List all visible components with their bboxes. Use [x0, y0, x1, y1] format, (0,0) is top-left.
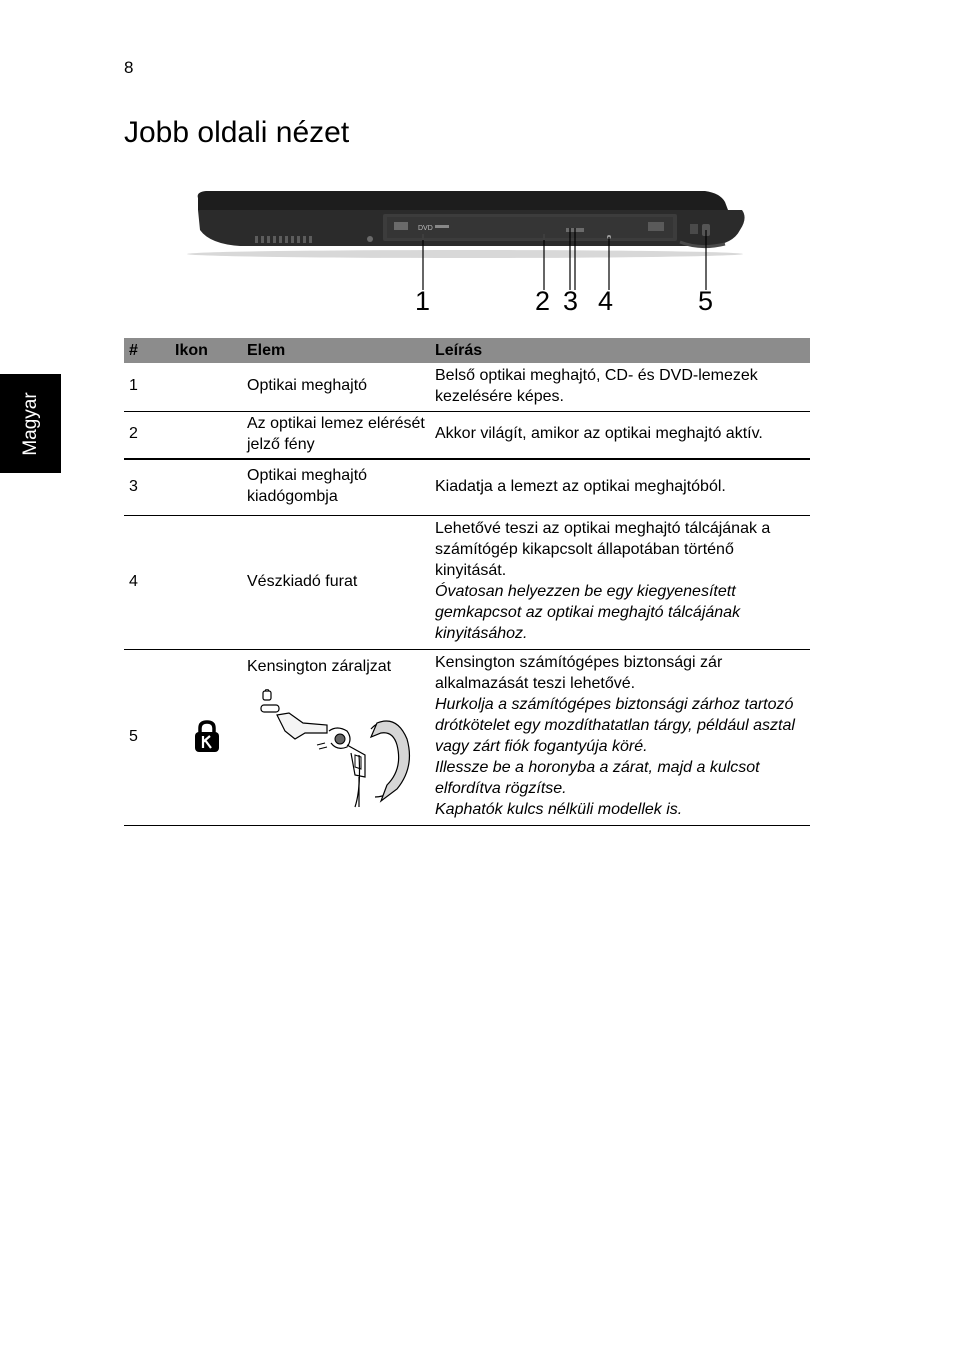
- row-number: 2: [124, 411, 170, 459]
- row-element: Az optikai lemez elérését jelző fény: [242, 411, 430, 459]
- row-number: 3: [124, 459, 170, 515]
- svg-text:DVD: DVD: [418, 225, 433, 232]
- callout-3: 3: [563, 286, 579, 316]
- page-number: 8: [124, 58, 134, 77]
- callout-1: 1: [415, 286, 431, 316]
- row-description: Belső optikai meghajtó, CD- és DVD-lemezek kezelésére képes.: [430, 363, 810, 411]
- table-row: [124, 649, 810, 825]
- header-element: Elem: [242, 338, 430, 363]
- row-element: Vészkiadó furat: [242, 515, 430, 649]
- figure-callouts: [0, 286, 954, 326]
- page-title: Jobb oldali nézet: [124, 116, 350, 149]
- row-number: 1: [124, 363, 170, 411]
- header-description: Leírás: [430, 338, 810, 363]
- row-element: Optikai meghajtó: [242, 363, 430, 411]
- element-label: Kensington záraljzat: [247, 657, 392, 675]
- laptop-right-side-illustration: [180, 188, 760, 268]
- table-row: [124, 515, 810, 649]
- description-note: Hurkolja a számítógépes biztonsági zárhoz tartozó drótkötelet egy mozdíthatatlan tárgy, például asztal vagy zárt fiók fogantyúja köré.: [435, 696, 795, 755]
- row-icon-cell: [170, 649, 242, 825]
- component-table: [124, 338, 810, 826]
- header-icon: Ikon: [170, 338, 242, 363]
- callout-4: 4: [598, 286, 614, 316]
- header-number: #: [124, 338, 170, 363]
- description-text: Kensington számítógépes biztonsági zár alkalmazását teszi lehetővé.: [435, 654, 723, 692]
- callout-5: 5: [698, 286, 714, 316]
- description-text: Lehetővé teszi az optikai meghajtó tálcájának a számítógép kikapcsolt állapotában történő kinyitását.: [435, 520, 771, 579]
- description-note: Illessze be a horonyba a zárat, majd a kulcsot elfordítva rögzítse.: [435, 759, 760, 797]
- description-note: Kaphatók kulcs nélküli modellek is.: [435, 801, 683, 818]
- row-icon-cell: [170, 363, 242, 411]
- row-description: Kiadatja a lemezt az optikai meghajtóból.: [430, 459, 810, 515]
- description-note: Óvatosan helyezzen be egy kiegyenesített gemkapcsot az optikai meghajtó tálcájának kinyitásához.: [435, 583, 741, 642]
- kensington-lock-icon: [193, 719, 221, 753]
- row-icon-cell: [170, 459, 242, 515]
- table-row: [124, 459, 810, 515]
- kensington-lock-illustration: [247, 689, 417, 809]
- language-side-tab: [0, 374, 61, 473]
- row-number: 4: [124, 515, 170, 649]
- row-description: [430, 649, 810, 825]
- table-row: [124, 411, 810, 459]
- row-description: [430, 515, 810, 649]
- row-description: Akkor világít, amikor az optikai meghajtó aktív.: [430, 411, 810, 459]
- row-number: 5: [124, 649, 170, 825]
- row-element: [242, 649, 430, 825]
- row-icon-cell: [170, 411, 242, 459]
- side-tab-label: Magyar: [19, 391, 41, 456]
- table-header-row: [124, 338, 810, 363]
- callout-2: 2: [535, 286, 551, 316]
- row-element: Optikai meghajtó kiadógombja: [242, 459, 430, 515]
- row-icon-cell: [170, 515, 242, 649]
- table-row: [124, 363, 810, 411]
